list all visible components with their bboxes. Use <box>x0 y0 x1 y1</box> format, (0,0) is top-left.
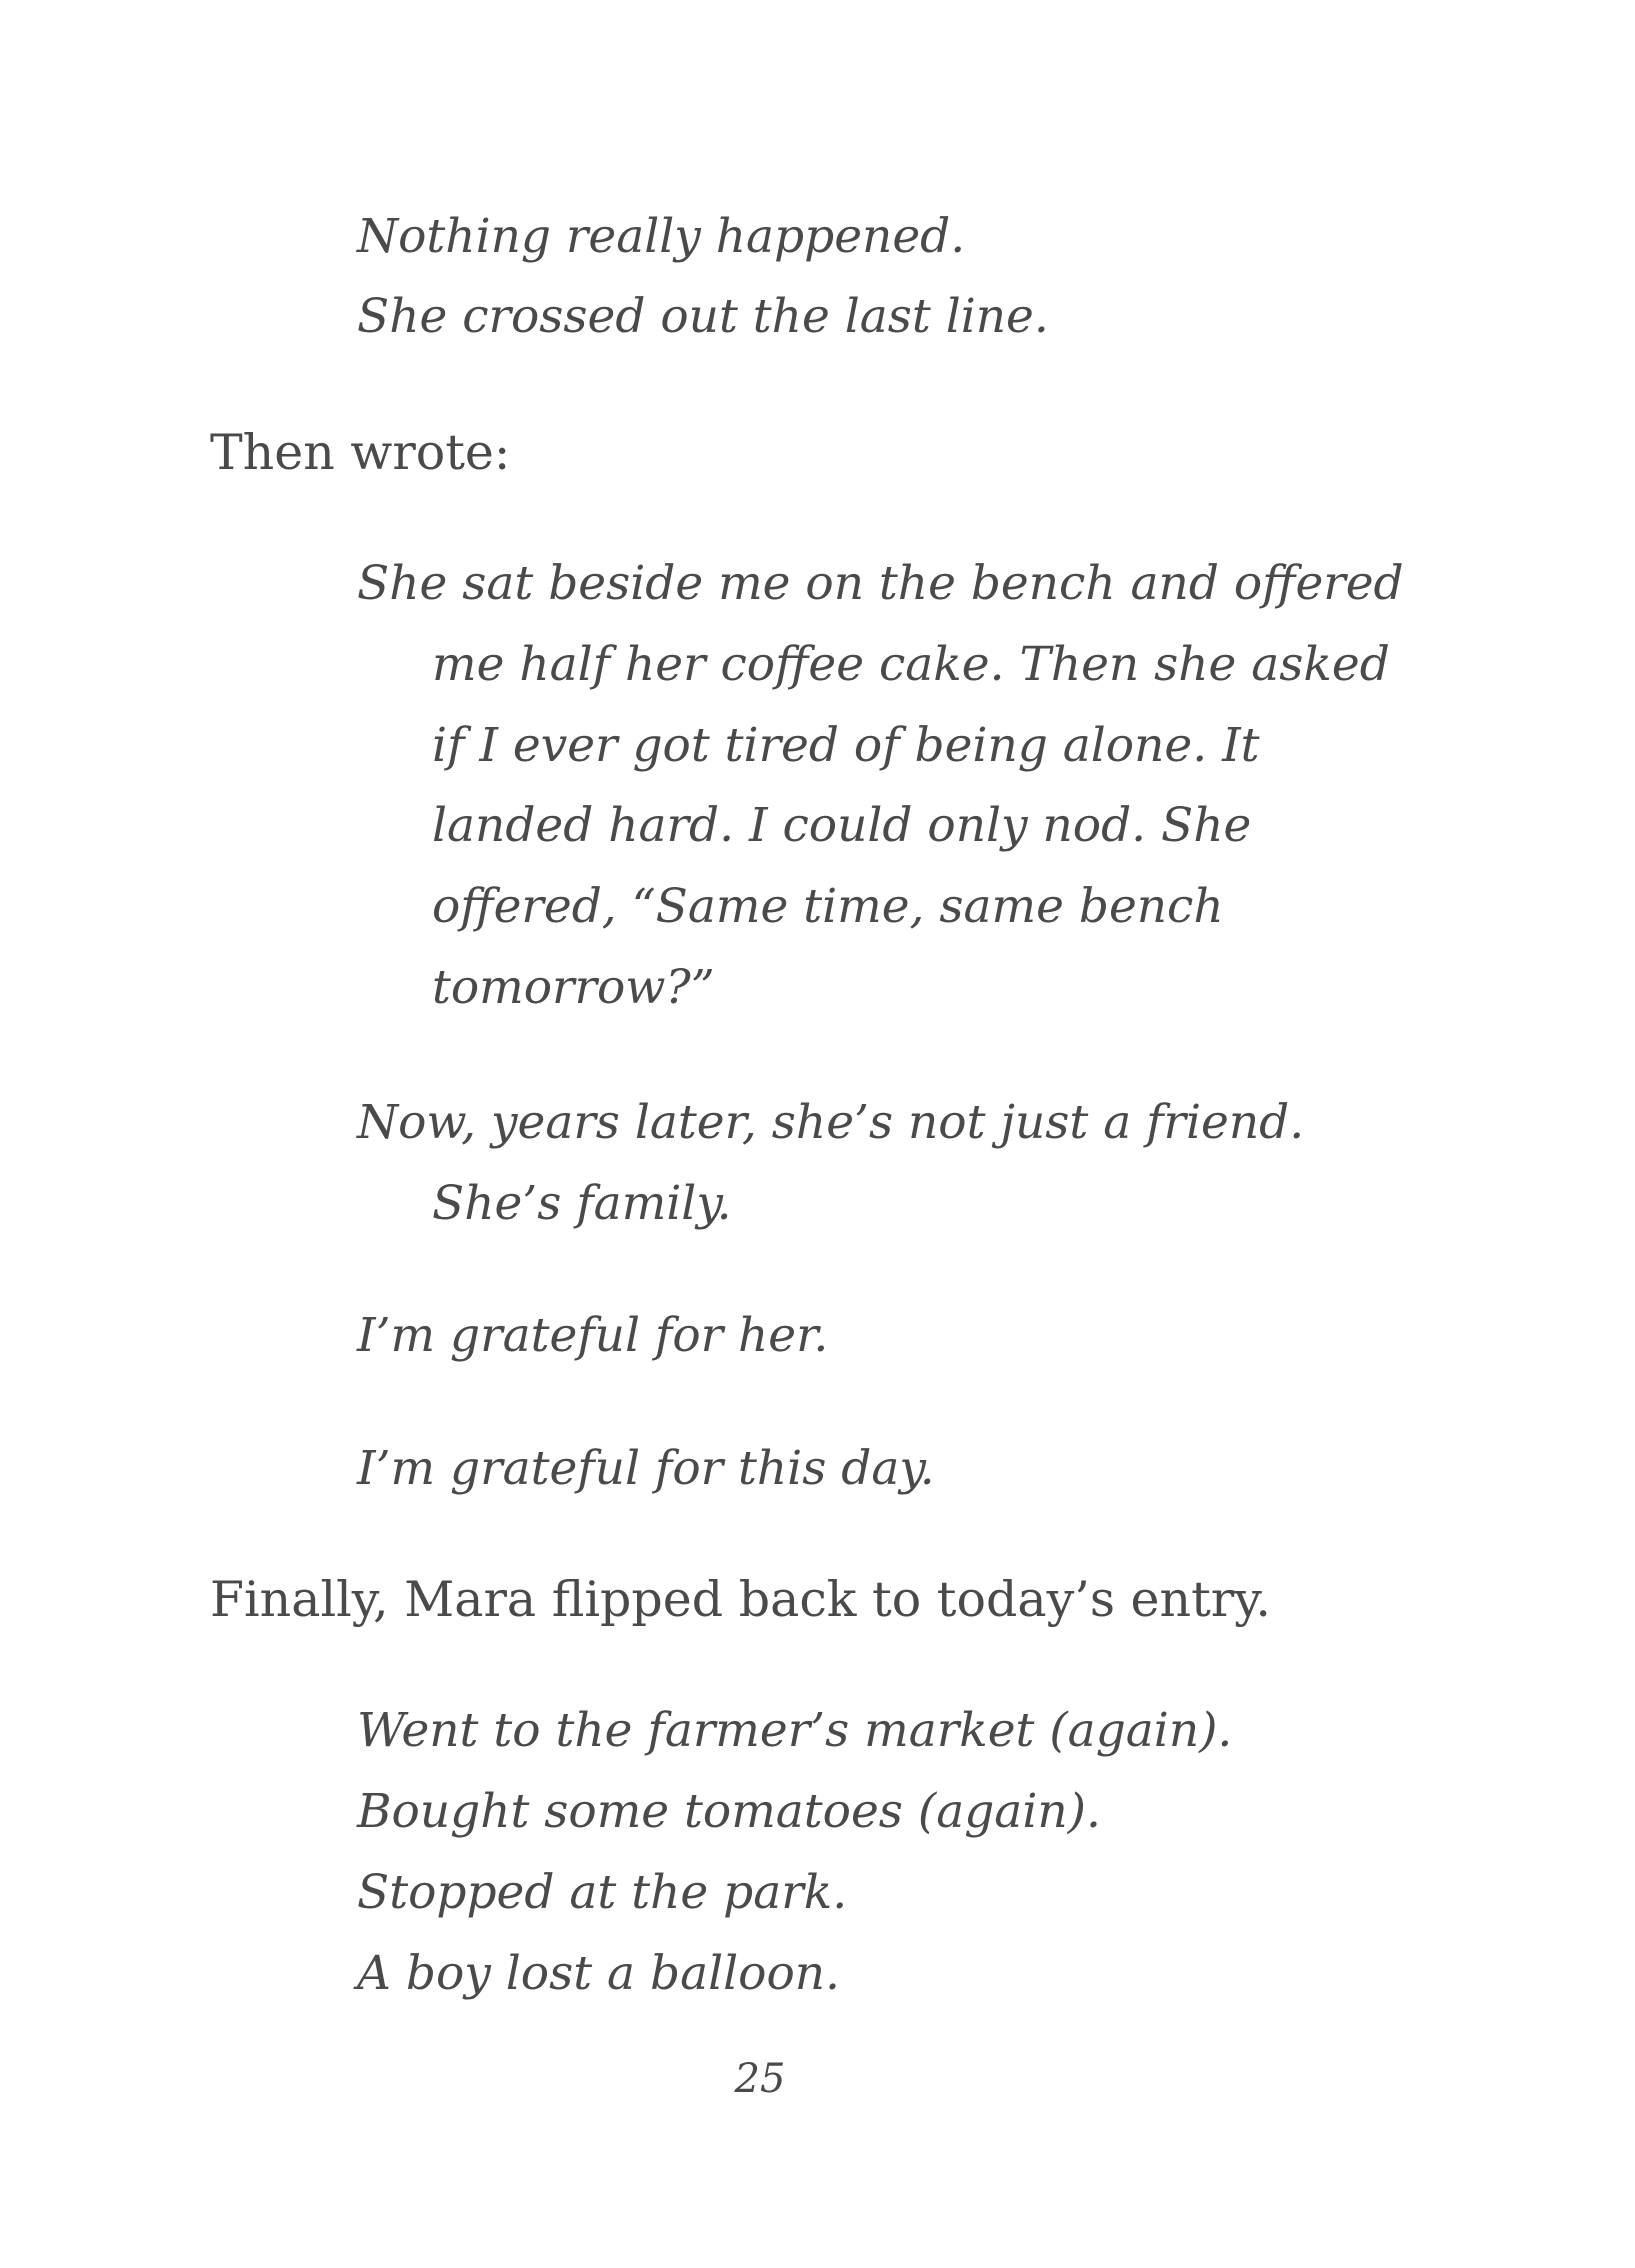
journal-line: She sat beside me on the bench and offered <box>357 556 1404 611</box>
narration-line: Finally, Mara flipped back to today’s entry. <box>210 1571 1271 1628</box>
journal-line: She crossed out the last line. <box>357 289 1049 344</box>
journal-line: Now, years later, she’s not just a friend. <box>357 1095 1305 1150</box>
journal-line: A boy lost a balloon. <box>357 1946 840 2001</box>
journal-line: tomorrow?” <box>432 960 715 1015</box>
journal-line: offered, “Same time, same bench <box>432 879 1224 934</box>
narration-line: Then wrote: <box>210 424 511 481</box>
journal-line: Went to the farmer’s market (again). <box>357 1703 1233 1758</box>
journal-line: me half her coffee cake. Then she asked <box>432 637 1390 692</box>
journal-line: I’m grateful for her. <box>357 1308 829 1363</box>
journal-line: Nothing really happened. <box>357 209 966 264</box>
journal-line: if I ever got tired of being alone. It <box>432 718 1260 773</box>
journal-line: She’s family. <box>432 1176 732 1231</box>
journal-line: landed hard. I could only nod. She <box>432 798 1252 853</box>
journal-line: Bought some tomatoes (again). <box>357 1784 1101 1839</box>
page-number: 25 <box>734 2056 786 2102</box>
journal-line: Stopped at the park. <box>357 1865 848 1920</box>
journal-line: I’m grateful for this day. <box>357 1441 935 1496</box>
